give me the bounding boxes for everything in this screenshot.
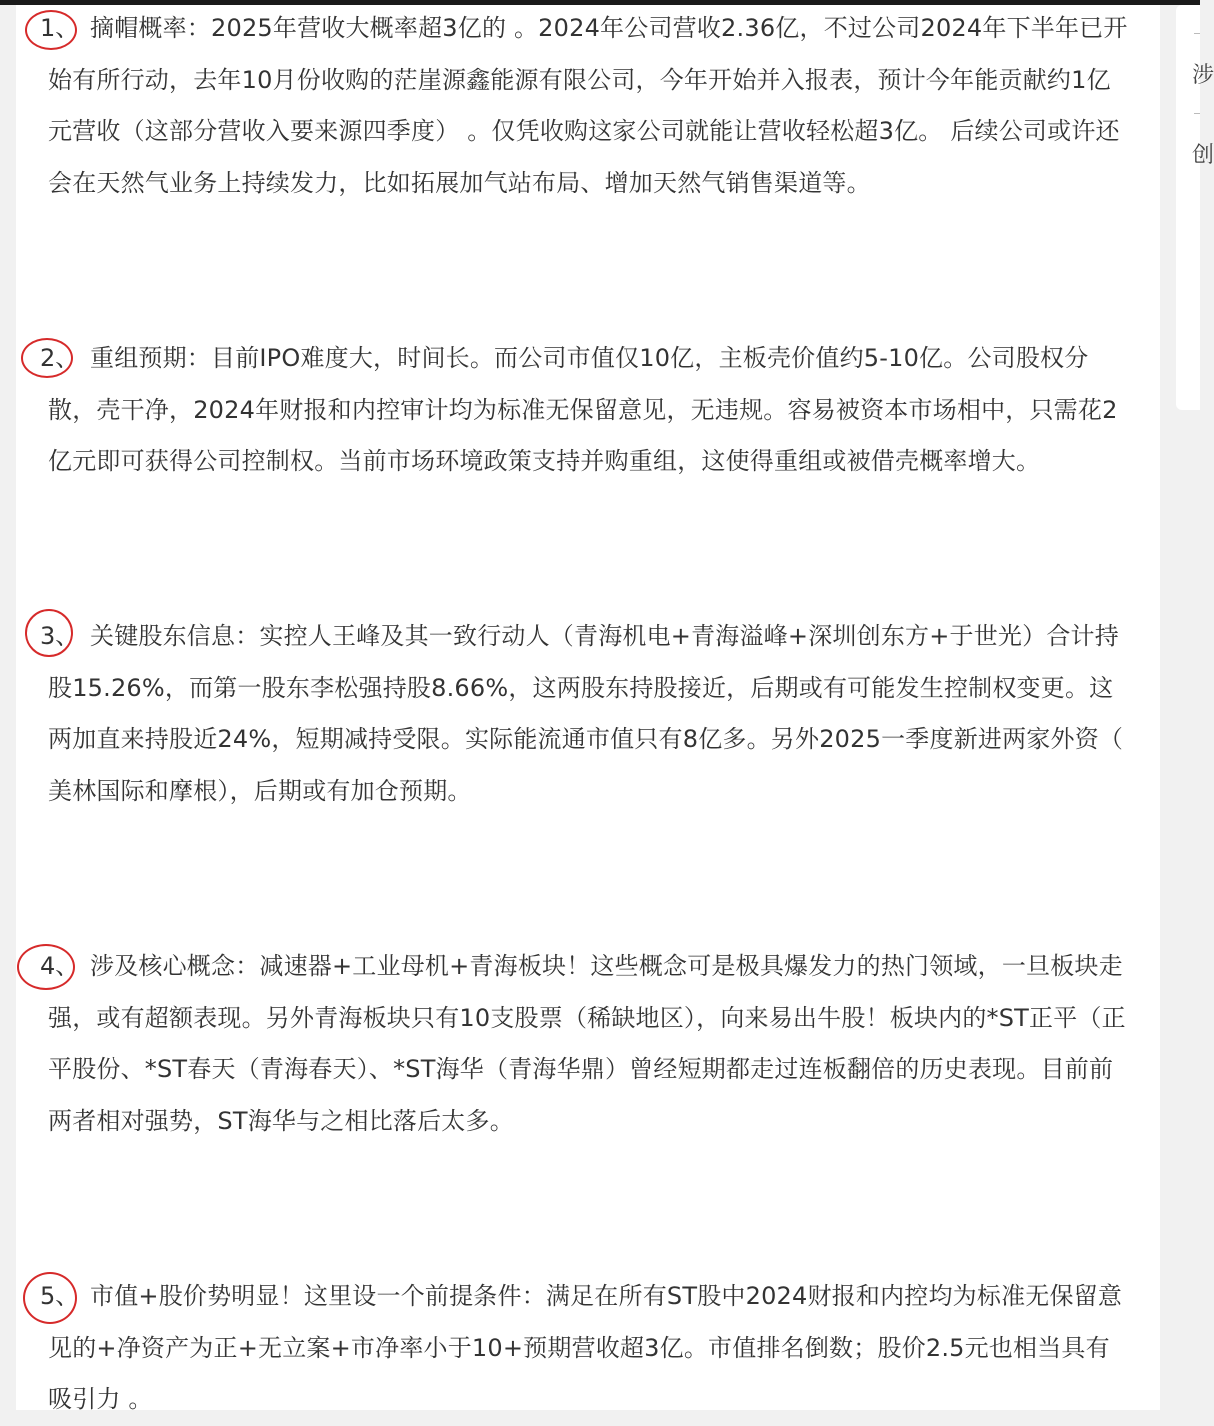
item-number: 2、 xyxy=(40,344,80,372)
item-number: 4、 xyxy=(40,952,80,980)
paragraph-3: 关键股东信息：实控人王峰及其一致行动人（青海机电+青海溢峰+深圳创东方+于世光）合计持股15.26%，而第一股东李松强持股8.66%，这两股东持股接近，后期或有可能发生控制权变更。这两加直来持股近24%，短期减持受限。实际能流通市值只有8亿多。另外2025一季度新进两家外资（ 美林国际和摩根），后期或有加仓预期。 xyxy=(48,622,1124,805)
paragraph-2: 重组预期：目前IPO难度大，时间长。而公司市值仅10亿，主板壳价值约5-10亿。公司股权分散，壳干净，2024年财报和内控审计均为标准无保留意见，无违规。容易被资本市场相中，只需花2亿元即可获得公司控制权。当前市场环境政策支持并购重组，这使得重组或被借壳概率增大。 xyxy=(48,344,1118,475)
side-text: 涉 xyxy=(1192,63,1214,88)
side-panel[interactable] xyxy=(1176,5,1214,410)
item-number: 5、 xyxy=(40,1282,80,1310)
paragraph-4: 涉及核心概念：减速器+工业母机+青海板块！这些概念可是极具爆发力的热门领域，一旦板块走强，或有超额表现。另外青海板块只有10支股票（稀缺地区），向来易出牛股！板块内的*ST正平（正平股份、*ST春天（青海春天）、*ST海华（青海华鼎）曾经短期都走过连板翻倍的历史表现。目前前两者相对强势，ST海华与之相比落后太多。 xyxy=(48,952,1126,1135)
paragraph-5: 市值+股价势明显！这里设一个前提条件：满足在所有ST股中2024财报和内控均为标准无保留意见的+净资产为正+无立案+市净率小于10+预期营收超3亿。市值排名倒数；股价2.5元也相当具有吸引力 。 xyxy=(48,1282,1123,1413)
item-number: 1、 xyxy=(40,14,80,42)
item-number: 3、 xyxy=(40,622,80,650)
paragraph-1: 摘帽概率：2025年营收大概率超3亿的 。2024年公司营收2.36亿，不过公司2024年下半年已开始有所行动，去年10月份收购的茫崖源鑫能源有限公司，今年开始并入报表，预计今年能贡献约1亿元营收（这部分营收入要来源四季度） 。仅凭收购这家公司就能让营收轻松超3亿。 后续公司或许还会在天然气业务上持续发力，比如拓展加气站布局、增加天然气销售渠道等。 xyxy=(48,14,1128,197)
side-text: 创 xyxy=(1192,143,1214,168)
side-divider xyxy=(1194,33,1200,34)
side-divider xyxy=(1194,113,1200,114)
